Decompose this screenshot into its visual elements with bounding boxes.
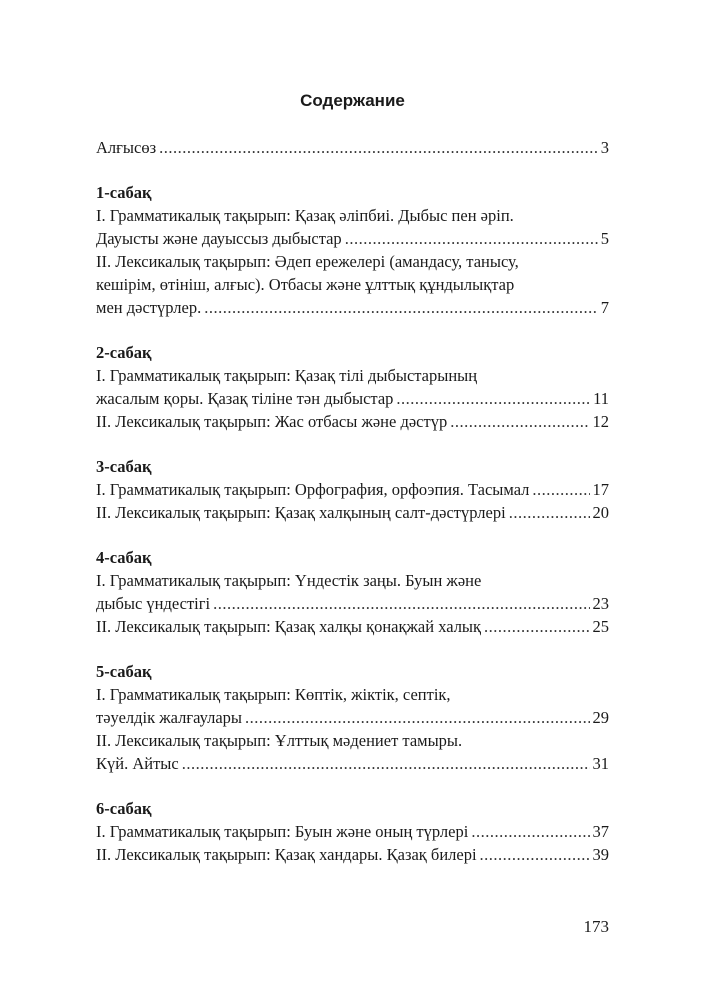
dot-leader (204, 296, 598, 319)
toc-entry-text: тәуелдік жалғаулары (96, 708, 243, 727)
toc-entry[interactable] (96, 569, 609, 615)
toc-entry-text: Алғысөз (96, 138, 157, 157)
page-number: 173 (583, 917, 609, 936)
dot-leader (345, 227, 598, 250)
toc-page-ref: 5 (600, 229, 609, 248)
toc-entry[interactable] (96, 843, 609, 866)
dot-leader (484, 615, 589, 638)
lesson-section (96, 455, 609, 524)
toc-page-ref: 3 (600, 138, 609, 157)
dot-leader (159, 136, 598, 159)
toc-page-ref: 23 (592, 594, 609, 613)
dot-leader (213, 592, 589, 615)
dot-leader (245, 706, 589, 729)
toc-entry-text: II. Лексикалық тақырып: Жас отбасы және дәстүр (96, 412, 448, 431)
toc-page-ref: 12 (592, 412, 609, 431)
toc-entry-line: II. Лексикалық тақырып: Әдеп ережелері (амандасу, танысу, (96, 252, 519, 271)
lesson-section (96, 341, 609, 433)
toc-entry-text: мен дәстүрлер. (96, 298, 202, 317)
lesson-heading: 3-сабақ (96, 457, 152, 476)
lesson-heading: 2-сабақ (96, 343, 152, 362)
toc-entry-line: I. Грамматикалық тақырып: Көптік, жіктік, септік, (96, 685, 451, 704)
toc-entry-line: кешірім, өтініш, алғыс). Отбасы және ұлттық құндылықтар (96, 275, 515, 294)
toc-entry-text: жасалым қоры. Қазақ тіліне тән дыбыстар (96, 389, 394, 408)
toc-entry[interactable] (96, 729, 609, 775)
dot-leader (471, 820, 589, 843)
toc-entry[interactable] (96, 204, 609, 250)
toc-entry-text: Дауысты және дауыссыз дыбыстар (96, 229, 342, 248)
lesson-section (96, 181, 609, 319)
dot-leader (450, 410, 589, 433)
toc-entry[interactable] (96, 410, 609, 433)
toc-page-ref: 39 (592, 845, 609, 864)
lesson-section (96, 660, 609, 775)
table-of-contents (96, 136, 609, 866)
dot-leader (509, 501, 590, 524)
toc-entry-line: I. Грамматикалық тақырып: Қазақ әліпбиі. Дыбыс пен әріп. (96, 206, 514, 225)
toc-entry[interactable] (96, 615, 609, 638)
dot-leader (480, 843, 590, 866)
toc-entry-text: I. Грамматикалық тақырып: Орфография, орфоэпия. Тасымал (96, 480, 530, 499)
toc-entry-text: дыбыс үндестігі (96, 594, 211, 613)
toc-page-ref: 7 (600, 298, 609, 317)
dot-leader (396, 387, 590, 410)
toc-entry-intro[interactable] (96, 136, 609, 159)
toc-entry[interactable] (96, 478, 609, 501)
toc-page-ref: 31 (592, 754, 609, 773)
lesson-heading: 6-сабақ (96, 799, 152, 818)
lesson-section (96, 546, 609, 638)
toc-entry-line: I. Грамматикалық тақырып: Қазақ тілі дыбыстарының (96, 366, 478, 385)
toc-entry-text: Күй. Айтыс (96, 754, 179, 773)
lesson-heading: 5-сабақ (96, 662, 152, 681)
toc-entry-text: II. Лексикалық тақырып: Қазақ халқының салт-дәстүрлері (96, 503, 506, 522)
toc-entry[interactable] (96, 683, 609, 729)
toc-entry-line: II. Лексикалық тақырып: Ұлттық мәдениет тамыры. (96, 731, 463, 750)
toc-entry-text: I. Грамматикалық тақырып: Буын және оның түрлері (96, 822, 469, 841)
toc-page-ref: 25 (592, 617, 609, 636)
toc-entry[interactable] (96, 501, 609, 524)
lesson-section (96, 797, 609, 866)
toc-page-ref: 11 (593, 389, 609, 408)
toc-page-ref: 20 (592, 503, 609, 522)
toc-entry-line: I. Грамматикалық тақырып: Үндестік заңы. Буын және (96, 571, 482, 590)
toc-entry[interactable] (96, 364, 609, 410)
toc-page-ref: 37 (592, 822, 609, 841)
toc-entry-text: II. Лексикалық тақырып: Қазақ хандары. Қазақ билері (96, 845, 477, 864)
dot-leader (182, 752, 590, 775)
page-title: Содержание (300, 91, 405, 110)
toc-entry[interactable] (96, 820, 609, 843)
lesson-heading: 1-сабақ (96, 183, 152, 202)
toc-page-ref: 29 (592, 708, 609, 727)
toc-entry-text: II. Лексикалық тақырып: Қазақ халқы қонақжай халық (96, 617, 482, 636)
lesson-heading: 4-сабақ (96, 548, 152, 567)
toc-page-ref: 17 (592, 480, 609, 499)
dot-leader (532, 478, 589, 501)
toc-entry[interactable] (96, 250, 609, 319)
